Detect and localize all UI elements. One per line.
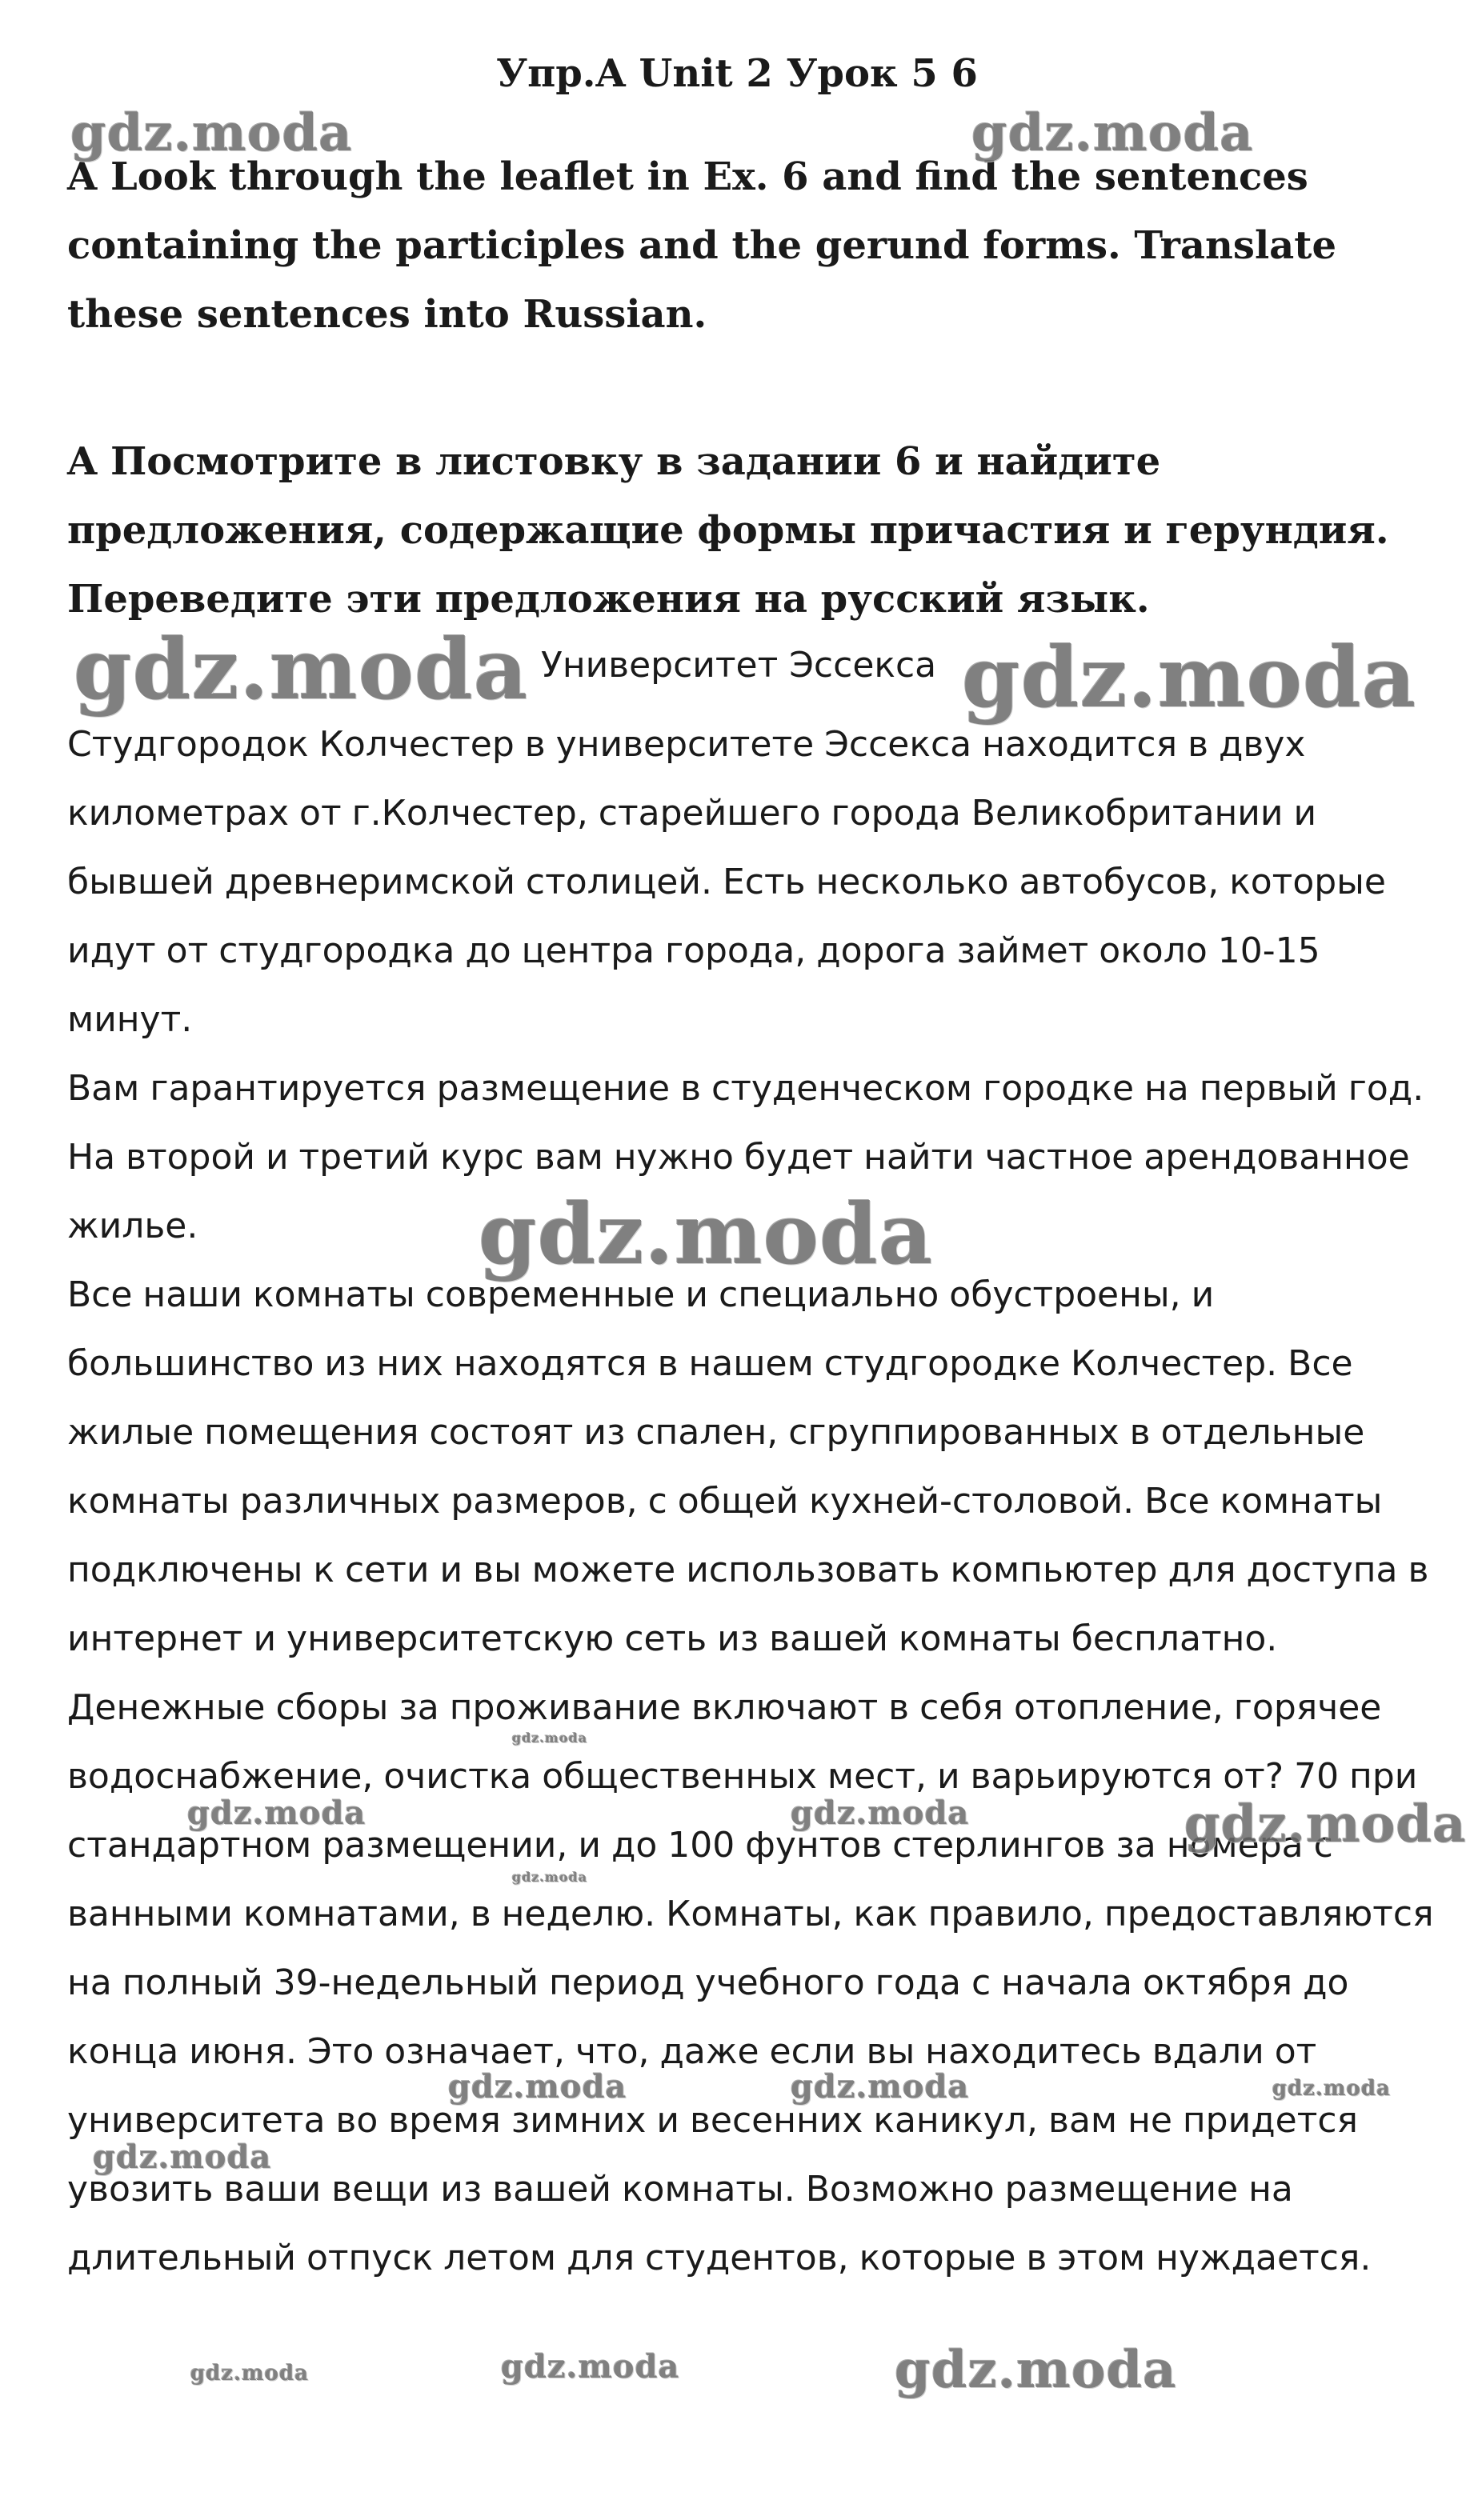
watermark: gdz.moda (501, 2348, 680, 2386)
watermark: gdz.moda (971, 103, 1254, 163)
task-instruction-russian: A Посмотрите в листовку в задании 6 и найдите предложения, содержащие формы причастия и герундия. Переведите эти предложения на русский язык. (67, 439, 1389, 622)
leaflet-paragraph-location: Студгородок Колчестер в университете Эссекса находится в двух километрах от г.Колчестер, старейшего города Великобритании и бывшей древнеримской столицей. Есть несколько автобусов, которые идут от студгородка до центра города, дорога займет около 10-15 минут. (67, 724, 1386, 1040)
leaflet-body (67, 710, 1452, 2293)
leaflet-paragraph-fees: Денежные сборы за проживание включают в себя отопление, горячее водоснабжение, очистка общественных мест, и варьируются от? 70 при стандартном размещении, и до 100 фунтов стерлингов за номера с ванными комнатами, в неделю. Комнаты, как правило, предоставляются на полный 39-недельный период учебного года с начала октября до конца июня. Это означает, что, даже если вы находитесь вдали от университета во время зимних и весенних каникул, вам не придется увозить ваши вещи из вашей комнаты. Возможно размещение на длительный отпуск летом для студентов, которые в этом нуждается. (67, 1687, 1434, 2278)
task-instruction-english: A Look through the leaflet in Ex. 6 and find the sentences containing the participles and the gerund forms. Translate these sentences into Russian. (67, 154, 1336, 337)
watermark: gdz.moda (93, 2138, 272, 2176)
watermark: gdz.moda (1184, 1794, 1467, 1854)
watermark: gdz.moda (187, 1794, 366, 1832)
watermark: gdz.moda (962, 628, 1417, 726)
watermark: gdz.moda (74, 620, 529, 718)
watermark: gdz.moda (895, 2340, 1177, 2400)
watermark: gdz.moda (791, 1794, 970, 1832)
page-title: Упр.A Unit 2 Урок 5 6 (496, 51, 978, 96)
watermark: gdz.moda (791, 2068, 970, 2106)
watermark: gdz.moda (479, 1185, 934, 1283)
leaflet-paragraph-rooms: Все наши комнаты современные и специально обустроены, и большинство из них находятся в нашем студгородке Колчестер. Все жилые помещения состоят из спален, сгруппированных в отдельные комнаты различных размеров, с общей кухней-столовой. Все комнаты подключены к сети и вы можете использовать компьютер для доступа в интернет и университетскую сеть из вашей комнаты бесплатно. (67, 1274, 1429, 1659)
watermark: gdz.moda (190, 2362, 310, 2386)
leaflet-paragraph-guarantee: Вам гарантируется размещение в студенческом городке на первый год. На второй и третий курс вам нужно будет найти частное арендованное жилье. (67, 1068, 1424, 1246)
watermark: gdz.moda (512, 1870, 588, 1885)
leaflet-title: Университет Эссекса (541, 645, 937, 686)
watermark: gdz.moda (448, 2068, 627, 2106)
watermark: gdz.moda (70, 103, 353, 163)
watermark: gdz.moda (512, 1730, 588, 1746)
watermark: gdz.moda (1272, 2077, 1392, 2101)
